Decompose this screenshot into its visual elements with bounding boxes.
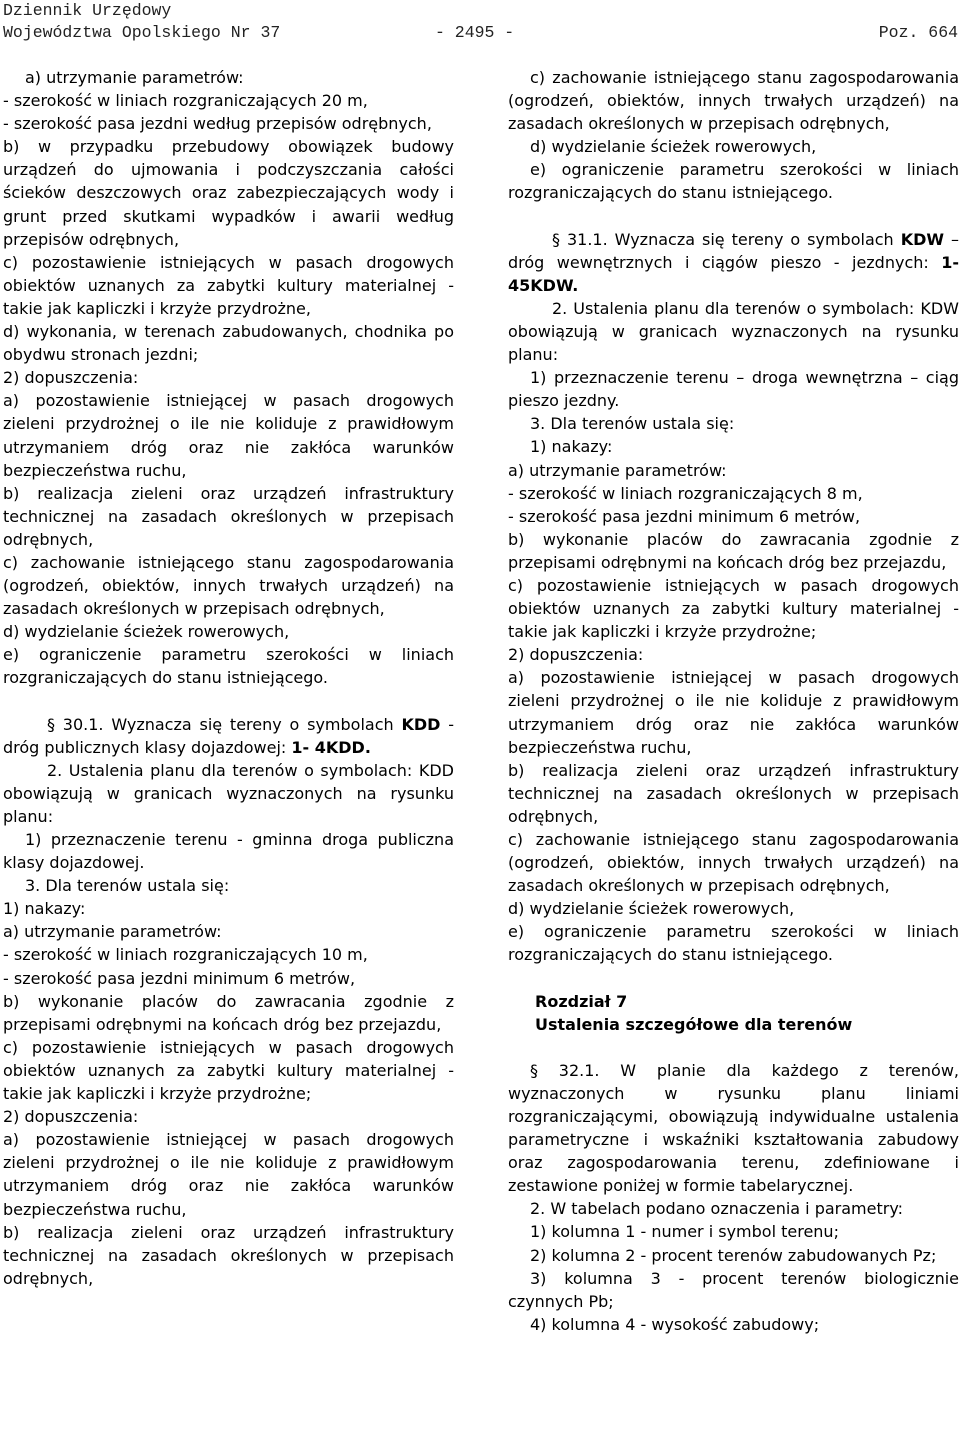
journal-title: Dziennik Urzędowy <box>3 1 172 20</box>
paragraph: 1) nakazy: <box>530 437 613 457</box>
paragraph: 1) przeznaczenie terenu – droga wewnętrzna – ciąg pieszo jezdny. <box>508 368 959 411</box>
paragraph: - szerokość pasa jezdni według przepisów odrębnych, <box>3 114 432 134</box>
section-30-heading <box>3 713 454 759</box>
paragraph: c) zachowanie istniejącego stanu zagospodarowania (ogrodzeń, obiektów, innych trwałych urządzeń) na zasadach określonych w przepisach odrębnych, <box>508 830 959 896</box>
position-number: Poz. 664 <box>878 23 958 42</box>
section-description: - dróg publicznych klasy dojazdowej: <box>3 714 455 757</box>
paragraph: b) realizacja zieleni oraz urządzeń infrastruktury technicznej na zasadach określonych w przepisach odrębnych, <box>3 1222 454 1288</box>
paragraph: 2. Ustalenia planu dla terenów o symbolach: KDW obowiązują w granicach wyznaczonych na rysunku planu: <box>508 298 959 365</box>
paragraph: a) utrzymanie parametrów: <box>25 68 244 87</box>
paragraph: 3) kolumna 3 - procent terenów biologicznie czynnych Pb; <box>508 1268 959 1311</box>
header-line <box>3 22 958 44</box>
paragraph: c) pozostawienie istniejących w pasach drogowych obiektów uznanych za zabytki kultury materialnej - takie jak kapliczki i krzyże przydrożne; <box>508 575 959 642</box>
paragraph: 2) dopuszczenia: <box>3 368 139 388</box>
paragraph: e) ograniczenie parametru szerokości w liniach rozgraniczających do stanu istniejącego. <box>3 645 454 688</box>
paragraph: 1) kolumna 1 - numer i symbol terenu; <box>530 1222 839 1242</box>
paragraph: b) realizacja zieleni oraz urządzeń infrastruktury technicznej na zasadach określonych w przepisach odrębnych, <box>3 483 454 549</box>
paragraph: a) pozostawienie istniejącej w pasach drogowych zieleni przydrożnej o ile nie koliduje z prawidłowym utrzymaniem dróg oraz nie zakłóca warunków bezpieczeństwa ruchu, <box>508 668 959 757</box>
running-header <box>3 0 958 44</box>
left-column <box>3 66 454 1290</box>
paragraph: c) zachowanie istniejącego stanu zagospodarowania (ogrodzeń, obiektów, innych trwałych urządzeń) na zasadach określonych w przepisach odrębnych, <box>508 68 959 134</box>
paragraph: 4) kolumna 4 - wysokość zabudowy; <box>530 1314 820 1334</box>
paragraph: 1) nakazy: <box>3 899 86 919</box>
section-lead: § 31.1. Wyznacza się tereny o symbolach <box>552 229 901 249</box>
section-symbol: KDD <box>401 714 441 734</box>
paragraph: b) wykonanie placów do zawracania zgodnie z przepisami odrębnymi na końcach dróg bez przejazdu, <box>3 991 454 1034</box>
paragraph: b) wykonanie placów do zawracania zgodnie z przepisami odrębnymi na końcach dróg bez przejazdu, <box>508 529 959 572</box>
paragraph: c) pozostawienie istniejących w pasach drogowych obiektów uznanych za zabytki kultury materialnej - takie jak kapliczki i krzyże przydrożne, <box>3 252 454 318</box>
paragraph: - szerokość w liniach rozgraniczających 8 m, <box>508 483 863 503</box>
paragraph: a) pozostawienie istniejącej w pasach drogowych zieleni przydrożnej o ile nie koliduje z prawidłowym utrzymaniem dróg oraz nie zakłóca warunków bezpieczeństwa ruchu, <box>3 1130 454 1219</box>
section-31-heading <box>508 228 959 297</box>
paragraph: 3. Dla terenów ustala się: <box>25 876 230 896</box>
paragraph: § 32.1. W planie dla każdego z terenów, wyznaczonych w rysunku planu liniami rozgraniczającymi, obowiązują indywidualne ustalenia parametryczne i wskaźniki kształtowania zabudowy oraz zagospodarowania terenu, zdefiniowane i zestawione poniżej w formie tabelarycznej. <box>508 1060 959 1196</box>
paragraph: - szerokość w liniach rozgraniczających 20 m, <box>3 91 368 111</box>
paragraph: 2) dopuszczenia: <box>508 645 644 665</box>
section-lead: § 30.1. Wyznacza się tereny o symbolach <box>47 714 402 734</box>
right-column <box>508 66 959 1336</box>
paragraph: b) realizacja zieleni oraz urządzeń infrastruktury technicznej na zasadach określonych w przepisach odrębnych, <box>508 760 959 826</box>
page-number: - 2495 - <box>435 23 515 42</box>
paragraph: - szerokość pasa jezdni minimum 6 metrów, <box>508 506 861 526</box>
paragraph: - szerokość pasa jezdni minimum 6 metrów, <box>3 968 356 988</box>
paragraph: 3. Dla terenów ustala się: <box>530 414 735 434</box>
paragraph: 2. W tabelach podano oznaczenia i parametry: <box>530 1199 904 1219</box>
chapter-title: Ustalenia szczegółowe dla terenów <box>535 1014 853 1034</box>
paragraph: 1) przeznaczenie terenu - gminna droga publiczna klasy dojazdowej. <box>3 830 454 873</box>
paragraph: d) wydzielanie ścieżek rowerowych, <box>3 622 290 642</box>
paragraph: e) ograniczenie parametru szerokości w liniach rozgraniczających do stanu istniejącego. <box>508 160 959 203</box>
voivodeship-issue: Województwa Opolskiego Nr 37 <box>3 23 281 42</box>
paragraph: e) ograniczenie parametru szerokości w liniach rozgraniczających do stanu istniejącego. <box>508 922 959 965</box>
section-symbol: KDW <box>900 229 945 249</box>
paragraph: d) wydzielanie ścieżek rowerowych, <box>508 899 795 919</box>
paragraph: a) utrzymanie parametrów: <box>508 460 727 480</box>
paragraph: a) pozostawienie istniejącej w pasach drogowych zieleni przydrożnej o ile nie koliduje z prawidłowym utrzymaniem dróg oraz nie zakłóca warunków bezpieczeństwa ruchu, <box>3 391 454 480</box>
paragraph: d) wydzielanie ścieżek rowerowych, <box>530 137 817 157</box>
section-range: 1- 45KDW. <box>508 252 959 295</box>
paragraph: a) utrzymanie parametrów: <box>3 922 222 942</box>
paragraph: 2) kolumna 2 - procent terenów zabudowanych Pz; <box>530 1245 937 1265</box>
chapter-number: Rozdział 7 <box>535 991 628 1011</box>
paragraph: b) w przypadku przebudowy obowiązek budowy urządzeń do ujmowania i podczyszczania całości ścieków deszczowych oraz zabezpieczających wody i grunt przed skutkami wypadków i awarii według przepisów odrębnych, <box>3 137 454 249</box>
paragraph: 2. Ustalenia planu dla terenów o symbolach: KDD obowiązują w granicach wyznaczonych na rysunku planu: <box>3 760 454 826</box>
paragraph: d) wykonania, w terenach zabudowanych, chodnika po obydwu stronach jezdni; <box>3 322 454 365</box>
section-description: – dróg wewnętrznych i ciągów pieszo - jezdnych: <box>508 229 959 272</box>
paragraph: c) zachowanie istniejącego stanu zagospodarowania (ogrodzeń, obiektów, innych trwałych urządzeń) na zasadach określonych w przepisach odrębnych, <box>3 552 454 619</box>
section-range: 1- 4KDD. <box>291 737 371 757</box>
paragraph: - szerokość w liniach rozgraniczających 10 m, <box>3 945 368 965</box>
paragraph: 2) dopuszczenia: <box>3 1107 139 1127</box>
paragraph: c) pozostawienie istniejących w pasach drogowych obiektów uznanych za zabytki kultury materialnej - takie jak kapliczki i krzyże przydrożne; <box>3 1037 454 1104</box>
chapter-heading <box>508 990 959 1036</box>
